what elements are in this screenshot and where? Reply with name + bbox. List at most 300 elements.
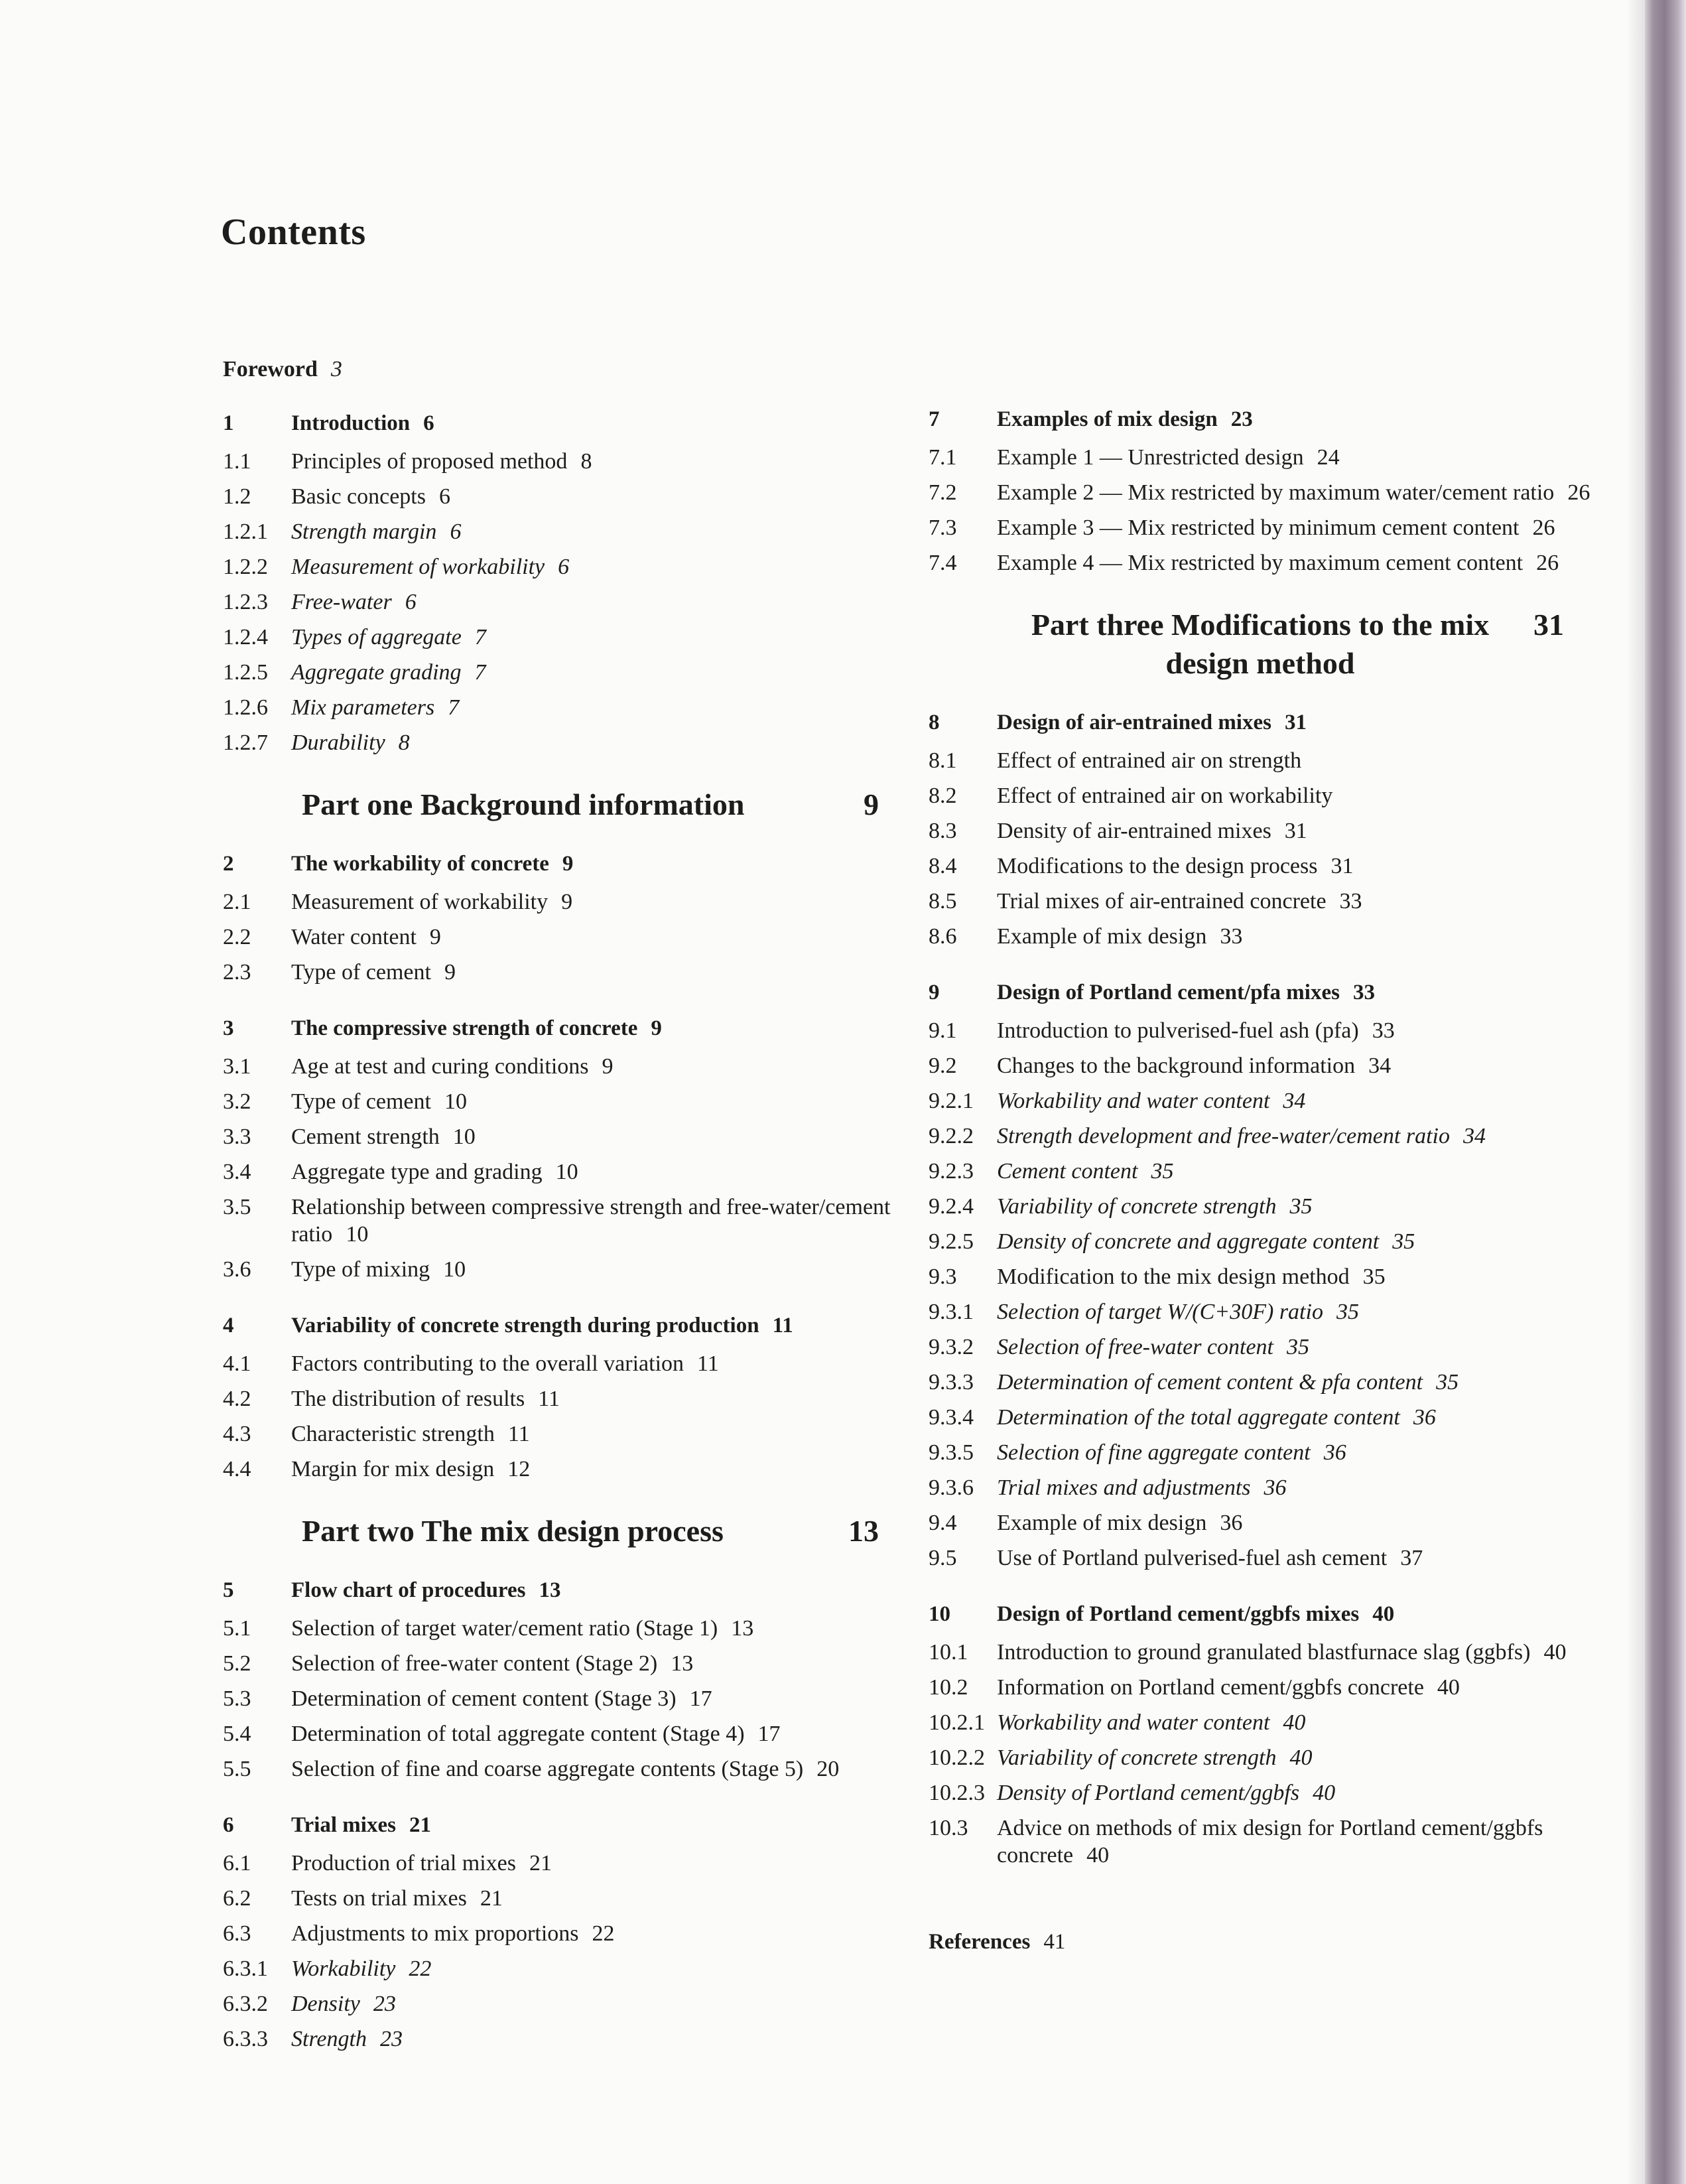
entry-number: 8 [929,711,940,734]
entry-title [291,1015,893,1042]
entry-number: 8.6 [929,924,957,949]
entry-number: 1.2.2 [223,555,268,579]
entry-page: 10 [555,1160,578,1184]
toc-entry[interactable] [223,1456,893,1483]
entry-text: Changes to the background information [997,1054,1356,1078]
entry-page: 35 [1436,1370,1459,1395]
entry-page: 23 [373,1992,396,2016]
entry-number: 3.5 [223,1195,251,1219]
toc-entry[interactable] [223,959,893,986]
part-two-title: Part two The mix design process [302,1514,724,1548]
part-two-heading[interactable] [302,1512,879,1550]
entry-title [997,1263,1598,1290]
entry-title [997,1639,1598,1666]
entry-text: Design of air-entrained mixes [997,711,1271,734]
entry-page: 33 [1220,924,1243,949]
entry-text: Measurement of workability [291,890,549,914]
toc-entry[interactable] [223,624,893,651]
entry-title [997,747,1598,774]
entry-number: 8.4 [929,854,957,878]
entry-number: 9.2.1 [929,1089,974,1113]
entry-text: Workability and water content [997,1710,1270,1735]
entry-title [291,888,893,916]
toc-entry[interactable] [223,448,893,475]
chapter-heading[interactable] [223,1015,893,1042]
entry-number: 10.2.3 [929,1781,985,1805]
entry-number: 3.1 [223,1054,251,1079]
entry-title [291,1850,893,1877]
references-page: 41 [1043,1930,1066,1954]
references-entry[interactable] [929,1930,1598,1954]
entry-text: Density of concrete and aggregate content [997,1229,1380,1254]
toc-entry[interactable] [929,817,1598,845]
entry-page: 26 [1567,480,1590,505]
chapter-1 [223,410,893,756]
toc-entry[interactable] [223,1350,893,1377]
entry-text: Tests on trial mixes [291,1886,467,1911]
chapter-heading[interactable] [223,851,893,878]
entry-text: Advice on methods of mix design for Portland cement/ggbfs concrete [997,1816,1543,1868]
entry-number: 3.6 [223,1257,251,1282]
entry-number: 6.3.3 [223,2027,268,2051]
entry-text: Adjustments to mix proportions [291,1921,579,1946]
entry-number: 9.3.2 [929,1335,974,1359]
entry-page: 35 [1287,1335,1309,1359]
entry-title [997,817,1598,845]
entry-page: 6 [439,484,450,509]
entry-title [291,1456,893,1483]
entry-title [291,1158,893,1186]
entry-number: 10.1 [929,1640,968,1665]
entry-title [291,1990,893,2017]
entry-number: 7.3 [929,515,957,540]
toc-entry[interactable] [929,1369,1598,1396]
entry-page: 33 [1372,1018,1395,1043]
entry-page: 40 [1283,1710,1306,1735]
toc-entry[interactable] [929,1439,1598,1466]
entry-text: Design of Portland cement/ggbfs mixes [997,1602,1360,1626]
foreword-page: 3 [330,357,342,381]
entry-text: Introduction to ground granulated blastfurnace slag (ggbfs) [997,1640,1531,1665]
entry-title [291,1420,893,1448]
entry-number: 10.2 [929,1675,968,1700]
entry-number: 4.2 [223,1387,251,1411]
toc-entry[interactable] [223,729,893,756]
entry-title [291,1350,893,1377]
entry-text: Free-water [291,590,392,614]
entry-text: Introduction [291,411,411,435]
entry-page: 21 [409,1813,431,1837]
entry-title [291,1720,893,1747]
part-two-page: 13 [848,1514,879,1548]
entry-number: 10.2.2 [929,1745,985,1770]
toc-entry[interactable] [223,1685,893,1712]
entry-title [997,1779,1598,1807]
toc-entry[interactable] [929,479,1598,506]
entry-page: 9 [429,925,441,949]
contents-left-column [223,357,893,2082]
entry-text: The distribution of results [291,1387,525,1411]
entry-number: 2.1 [223,890,251,914]
toc-entry[interactable] [929,1814,1598,1869]
entry-text: Strength development and free-water/cement ratio [997,1124,1450,1148]
toc-entry[interactable] [929,747,1598,774]
entry-text: Cement strength [291,1125,440,1149]
entry-text: Mix parameters [291,695,435,720]
toc-entry[interactable] [929,1744,1598,1771]
entry-text: Design of Portland cement/pfa mixes [997,981,1340,1004]
toc-entry[interactable] [929,1298,1598,1326]
toc-entry[interactable] [223,694,893,721]
entry-page: 8 [580,449,592,474]
toc-entry[interactable] [929,1544,1598,1572]
entry-page: 33 [1352,981,1375,1004]
toc-entry[interactable] [929,1263,1598,1290]
toc-entry[interactable] [929,1017,1598,1044]
entry-title [997,1404,1598,1431]
entry-page: 34 [1368,1054,1392,1078]
entry-title [997,853,1598,880]
entry-number: 1.2 [223,484,251,509]
entry-text: Basic concepts [291,484,426,509]
entry-number: 9.2.4 [929,1194,974,1219]
entry-title [997,709,1598,736]
entry-number: 9.3 [929,1264,957,1289]
entry-title [291,1385,893,1412]
entry-title [291,1123,893,1150]
entry-page: 35 [1289,1194,1313,1219]
entry-title [291,1088,893,1115]
entry-text: Type of cement [291,1089,431,1114]
toc-entry[interactable] [223,2025,893,2053]
entry-page: 22 [592,1921,615,1946]
chapter-10 [929,1601,1598,1869]
toc-entry[interactable] [223,659,893,686]
toc-entry[interactable] [929,444,1598,471]
toc-entry[interactable] [929,1123,1598,1150]
entry-number: 8.2 [929,784,957,808]
toc-entry[interactable] [223,1755,893,1783]
toc-entry[interactable] [223,1385,893,1412]
entry-text: Variability of concrete strength [997,1194,1277,1219]
entry-title [291,1955,893,1982]
toc-entry[interactable] [929,1674,1598,1701]
entry-text: Density of Portland cement/ggbfs [997,1781,1300,1805]
entry-page: 26 [1532,515,1555,540]
entry-page: 10 [452,1125,476,1149]
toc-entry[interactable] [223,1158,893,1186]
entry-number: 9.2.5 [929,1229,974,1254]
part-three-title: Part three Modifications to the mix design method [1031,608,1490,680]
entry-text: Modifications to the design process [997,854,1318,878]
toc-entry[interactable] [929,1193,1598,1220]
entry-text: Example 4 — Mix restricted by maximum cement content [997,551,1524,575]
entry-number: 9.3.5 [929,1440,974,1465]
entry-text: Age at test and curing conditions [291,1054,589,1079]
entry-number: 5.1 [223,1616,251,1641]
entry-title [291,2025,893,2053]
toc-entry[interactable] [223,553,893,580]
entry-text: Strength margin [291,519,437,544]
chapter-heading[interactable] [929,979,1598,1006]
toc-entry[interactable] [223,1615,893,1642]
entry-text: Workability and water content [997,1089,1270,1113]
chapter-7 [929,406,1598,577]
chapter-heading[interactable] [929,406,1598,433]
entry-number: 9.5 [929,1546,957,1570]
entry-title [291,553,893,580]
entry-text: Strength [291,2027,367,2051]
entry-page: 40 [1437,1675,1460,1700]
toc-entry[interactable] [929,549,1598,577]
toc-entry[interactable] [929,1087,1598,1115]
entry-page: 11 [538,1387,560,1411]
entry-number: 5 [223,1578,234,1602]
toc-entry[interactable] [223,1990,893,2017]
entry-text: Margin for mix design [291,1457,495,1481]
toc-entry[interactable] [929,1333,1598,1361]
entry-text: Determination of the total aggregate content [997,1405,1400,1430]
entry-page: 36 [1323,1440,1346,1465]
entry-text: Cement content [997,1159,1138,1184]
foreword-entry[interactable] [223,357,893,382]
entry-title [291,1615,893,1642]
entry-page: 11 [507,1422,530,1446]
entry-number: 3.2 [223,1089,251,1114]
entry-title [997,1674,1598,1701]
entry-title [291,659,893,686]
toc-entry[interactable] [929,1639,1598,1666]
entry-number: 1.2.5 [223,660,268,685]
entry-title [291,448,893,475]
toc-entry[interactable] [929,1404,1598,1431]
entry-number: 9.3.1 [929,1300,974,1324]
chapter-6 [223,1812,893,2053]
chapter-4 [223,1312,893,1483]
entry-number: 6.3.2 [223,1992,268,2016]
entry-number: 3.4 [223,1160,251,1184]
entry-text: Production of trial mixes [291,1851,517,1876]
entry-number: 5.4 [223,1722,251,1746]
entry-page: 6 [450,519,462,544]
chapter-heading[interactable] [223,1577,893,1604]
entry-number: 9 [929,981,940,1004]
toc-entry[interactable] [929,1709,1598,1736]
entry-page: 40 [1313,1781,1336,1805]
entry-title [997,1298,1598,1326]
toc-entry[interactable] [929,1052,1598,1079]
entry-text: Introduction to pulverised-fuel ash (pfa) [997,1018,1359,1043]
entry-title [997,1439,1598,1466]
entry-page: 40 [1289,1745,1313,1770]
entry-text: Workability [291,1956,396,1981]
entry-page: 17 [757,1722,781,1746]
entry-number: 1.2.3 [223,590,268,614]
entry-title [997,1369,1598,1396]
entry-number: 1.2.6 [223,695,268,720]
toc-entry[interactable] [929,782,1598,809]
entry-page: 9 [651,1016,662,1040]
toc-entry[interactable] [223,588,893,616]
toc-entry[interactable] [223,1256,893,1283]
entry-page: 6 [423,411,434,435]
toc-entry[interactable] [223,1194,893,1248]
entry-title [997,1509,1598,1536]
entry-text: Characteristic strength [291,1422,495,1446]
toc-entry[interactable] [223,1885,893,1912]
chapter-5 [223,1577,893,1783]
toc-entry[interactable] [223,1123,893,1150]
part-one-page: 9 [864,787,879,821]
entry-text: Type of cement [291,960,431,985]
chapter-heading[interactable] [223,1312,893,1339]
entry-page: 7 [474,660,486,685]
entry-text: The compressive strength of concrete [291,1016,638,1040]
entry-number: 2.3 [223,960,251,985]
entry-page: 10 [346,1222,369,1247]
entry-text: Aggregate grading [291,660,462,685]
entry-page: 9 [444,960,456,985]
entry-number: 10.3 [929,1816,968,1840]
toc-entry[interactable] [223,923,893,951]
toc-entry[interactable] [223,1850,893,1877]
entry-text: Variability of concrete strength during production [291,1314,759,1337]
toc-entry[interactable] [223,1720,893,1747]
entry-title [291,1685,893,1712]
chapter-heading[interactable] [929,709,1598,736]
entry-number: 6 [223,1813,234,1837]
chapter-9 [929,979,1598,1572]
entry-number: 1.2.7 [223,730,268,755]
toc-entry[interactable] [929,514,1598,541]
entry-title [997,1087,1598,1115]
entry-title [291,1650,893,1677]
entry-page: 36 [1264,1475,1287,1500]
entry-number: 4.4 [223,1457,251,1481]
entry-number: 3 [223,1016,234,1040]
entry-page: 20 [816,1757,840,1781]
entry-title [997,549,1598,577]
entry-text: Relationship between compressive strength and free-water/cement ratio [291,1195,891,1247]
chapter-heading[interactable] [929,1601,1598,1628]
entry-text: Selection of fine aggregate content [997,1440,1311,1465]
toc-entry[interactable] [223,1053,893,1080]
entry-number: 2 [223,852,234,876]
entry-title [997,1474,1598,1501]
entry-text: Use of Portland pulverised-fuel ash cement [997,1546,1388,1570]
part-three-heading[interactable] [1007,606,1564,683]
entry-title [997,1544,1598,1572]
toc-entry[interactable] [223,518,893,545]
entry-text: Selection of free-water content (Stage 2) [291,1651,658,1676]
entry-number: 5.2 [223,1651,251,1676]
entry-title [291,410,893,437]
toc-entry[interactable] [929,1779,1598,1807]
entry-page: 12 [507,1457,531,1481]
entry-page: 13 [731,1616,754,1641]
chapter-heading[interactable] [223,410,893,437]
entry-page: 21 [480,1886,503,1911]
entry-text: Example 3 — Mix restricted by minimum cement content [997,515,1520,540]
entry-number: 10 [929,1602,950,1626]
entry-text: Density [291,1992,360,2016]
entry-number: 1.1 [223,449,251,474]
page-title: Contents [221,212,366,253]
toc-entry[interactable] [223,1920,893,1947]
toc-entry[interactable] [223,483,893,510]
entry-title [291,588,893,616]
entry-page: 11 [697,1351,719,1376]
toc-entry[interactable] [929,888,1598,915]
entry-number: 5.5 [223,1757,251,1781]
entry-text: Example of mix design [997,1511,1207,1535]
toc-entry[interactable] [223,888,893,916]
entry-page: 33 [1339,889,1362,914]
chapter-3 [223,1015,893,1283]
toc-entry[interactable] [223,1650,893,1677]
part-one-heading[interactable] [302,785,879,824]
entry-page: 35 [1336,1300,1359,1324]
entry-text: Water content [291,925,417,949]
entry-title [997,514,1598,541]
entry-title [997,923,1598,950]
entry-page: 9 [602,1054,614,1079]
entry-title [997,1601,1598,1628]
entry-page: 7 [474,625,486,649]
entry-number: 9.1 [929,1018,957,1043]
entry-page: 31 [1284,819,1307,843]
entry-title [291,1577,893,1604]
toc-entry[interactable] [929,923,1598,950]
entry-text: Determination of cement content & pfa content [997,1370,1423,1395]
entry-number: 1.2.4 [223,625,268,649]
entry-page: 35 [1392,1229,1415,1254]
toc-entry[interactable] [223,1420,893,1448]
entry-title [291,518,893,545]
entry-text: Effect of entrained air on strength [997,748,1302,773]
entry-page: 35 [1362,1264,1386,1289]
entry-page: 36 [1413,1405,1436,1430]
entry-page: 31 [1330,854,1354,878]
entry-number: 6.3.1 [223,1956,268,1981]
toc-entry[interactable] [223,1955,893,1982]
entry-title [997,406,1598,433]
entry-text: Selection of free-water content [997,1335,1273,1359]
entry-title [997,1709,1598,1736]
entry-number: 7.4 [929,551,957,575]
toc-entry[interactable] [929,1509,1598,1536]
toc-entry[interactable] [929,1474,1598,1501]
chapter-heading[interactable] [223,1812,893,1839]
entry-text: Aggregate type and grading [291,1160,543,1184]
entry-title [997,479,1598,506]
entry-number: 5.3 [223,1686,251,1711]
entry-text: Type of mixing [291,1257,430,1282]
entry-page: 26 [1536,551,1559,575]
entry-page: 22 [409,1956,432,1981]
toc-entry[interactable] [929,1228,1598,1255]
toc-entry[interactable] [929,1158,1598,1185]
entry-number: 9.2 [929,1054,957,1078]
entry-title [997,1158,1598,1185]
entry-page: 23 [1230,407,1253,431]
entry-number: 2.2 [223,925,251,949]
entry-title [291,1920,893,1947]
toc-entry[interactable] [929,853,1598,880]
entry-number: 9.2.3 [929,1159,974,1184]
toc-entry[interactable] [223,1088,893,1115]
entry-title [997,1744,1598,1771]
